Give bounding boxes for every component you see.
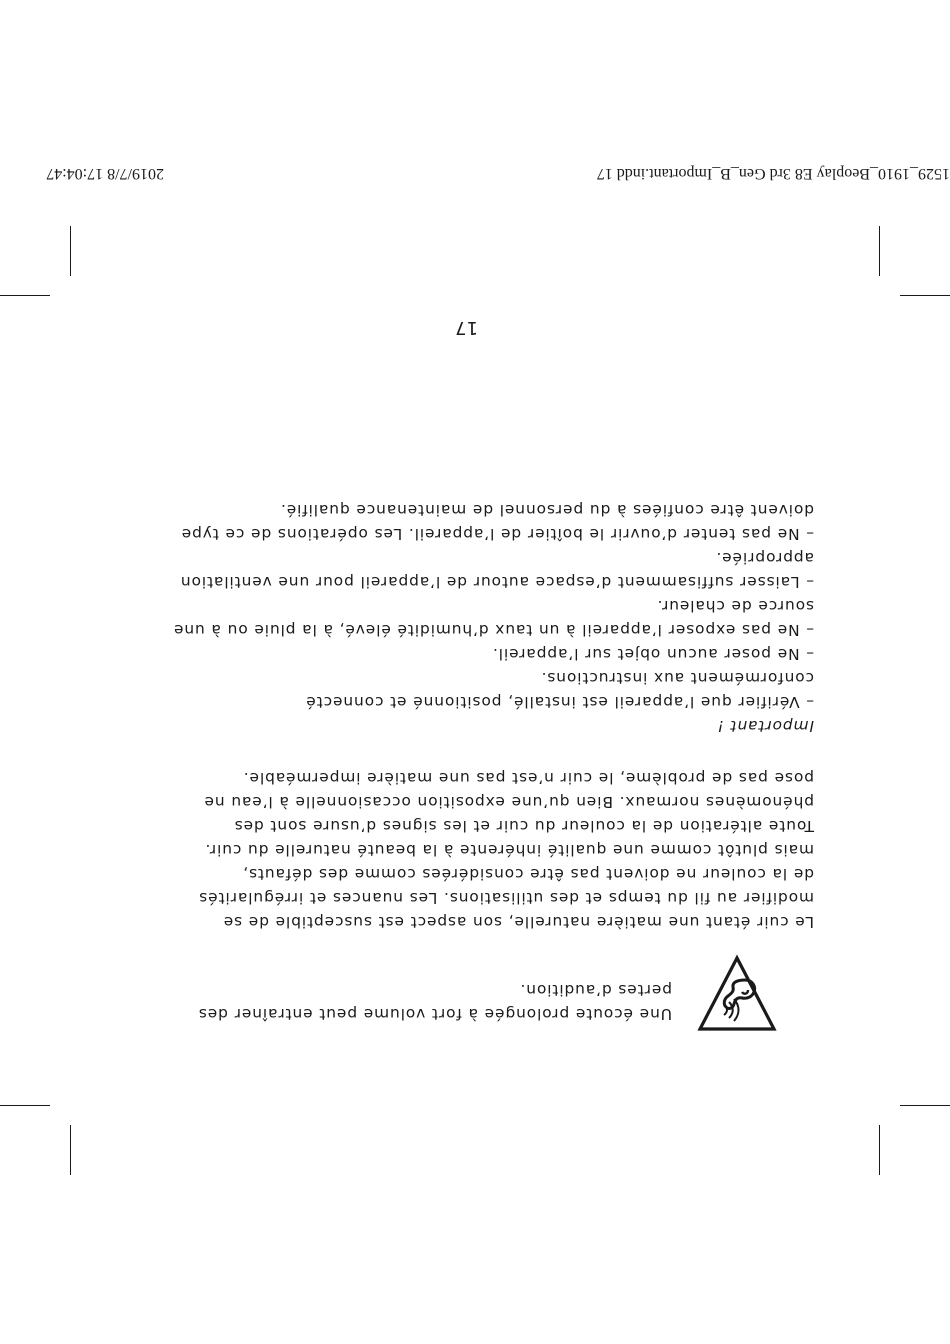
crop-mark-top-left-horizontal	[900, 1105, 950, 1106]
instruction-line: appropriée.	[715, 549, 814, 567]
leather-care-paragraph	[198, 766, 814, 934]
crop-mark-bottom-left-horizontal	[900, 295, 950, 296]
warning-line: pertes d’audition.	[519, 981, 672, 999]
paragraph-line: Toute altération de la couleur du cuir et les signes d’usure sont des	[233, 817, 814, 835]
instruction-line: – Ne poser aucun objet sur l’appareil.	[492, 645, 814, 663]
crop-mark-bottom-left-vertical	[70, 226, 71, 276]
instruction-line: doivent être confiées à du personnel de maintenance qualifié.	[280, 501, 814, 519]
paragraph-line: pose pas de problème, le cuir n’est pas une matière imperméable.	[242, 769, 814, 787]
warning-line: Une écoute prolongée à fort volume peut entraîner des	[197, 1005, 672, 1023]
instruction-line: – Ne pas exposer l’appareil à un taux d’humidité élevé, à la pluie ou à une	[173, 621, 814, 639]
important-heading: Important !	[716, 717, 814, 735]
slug-filename: 1529_1910_Beoplay E8 3rd Gen_B_Important.indd 17	[596, 165, 950, 182]
paragraph-line: de la couleur ne doivent pas être considérées comme des défauts,	[242, 865, 814, 883]
crop-mark-top-right-vertical	[879, 1125, 880, 1175]
instruction-line: conformément aux instructions.	[540, 669, 814, 687]
page-number: 17	[455, 317, 478, 338]
crop-mark-bottom-right-vertical	[879, 226, 880, 276]
slug-datetime: 2019/7/8 17:04:47	[46, 165, 164, 182]
instruction-line: source de chaleur.	[656, 597, 814, 615]
crop-mark-top-left-vertical	[70, 1125, 71, 1175]
instruction-line: – Laisser suffisamment d’espace autour de l’appareil pour une ventilation	[179, 573, 814, 591]
instruction-line: – Vérifier que l’appareil est installé, positionné et connecté	[305, 693, 814, 711]
paragraph-line: mais plutôt comme une qualité inhérente à la beauté naturelle du cuir.	[204, 841, 814, 859]
crop-mark-bottom-right-horizontal	[0, 295, 50, 296]
hearing-warning-icon	[696, 949, 778, 1032]
paragraph-line: phénomènes normaux. Bien qu’une exposition occasionnelle à l’eau ne	[203, 793, 814, 811]
instruction-line: – Ne pas tenter d’ouvrir le boîtier de l’appareil. Les opérations de ce type	[180, 525, 814, 543]
hearing-warning-text	[198, 978, 672, 1026]
crop-mark-top-right-horizontal	[0, 1105, 50, 1106]
important-section	[173, 498, 814, 738]
paragraph-line: modifier au fil du temps et des utilisations. Les nuances et irrégularités	[198, 889, 814, 907]
paragraph-line: Le cuir étant une matière naturelle, son aspect est susceptible de se	[222, 913, 814, 931]
